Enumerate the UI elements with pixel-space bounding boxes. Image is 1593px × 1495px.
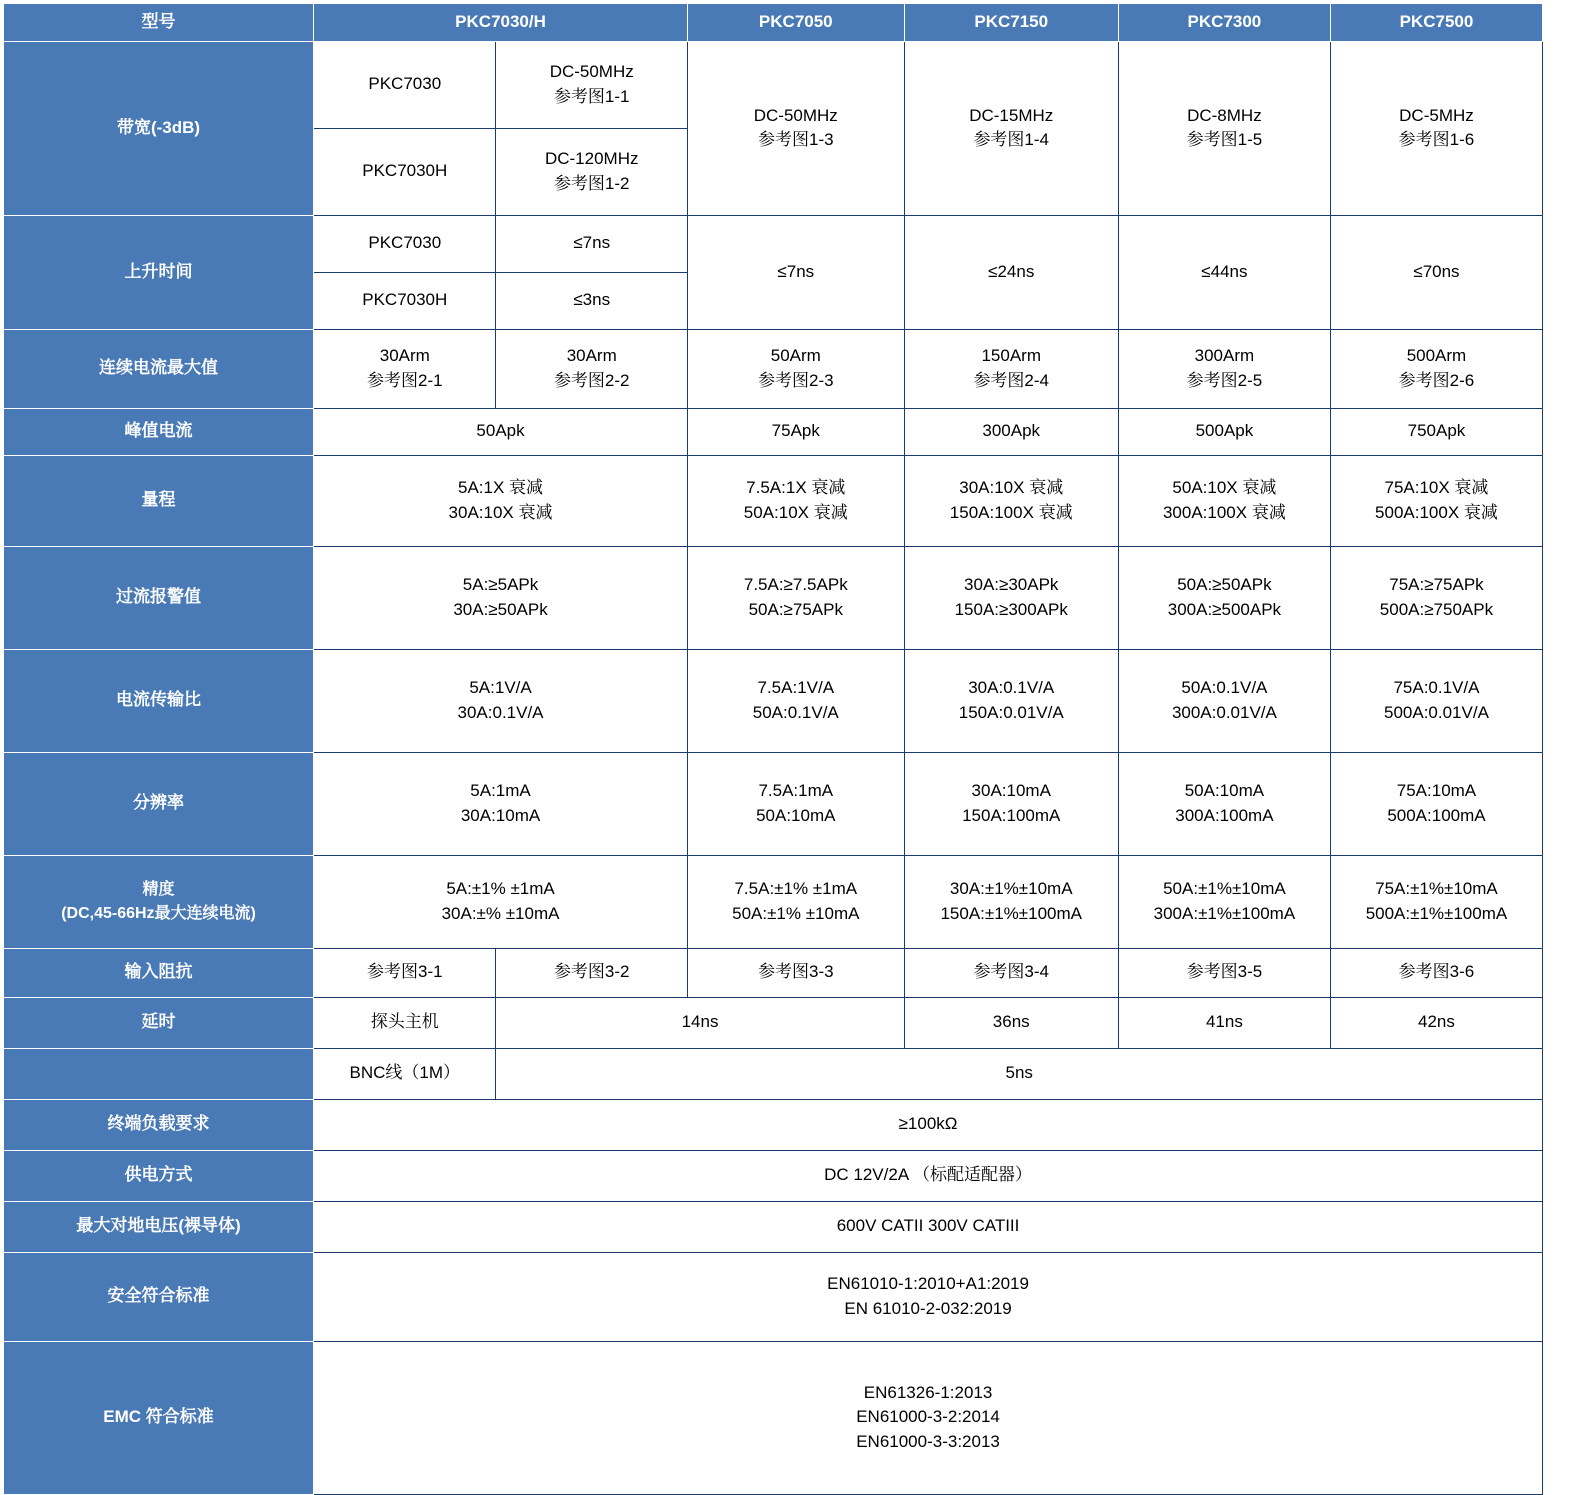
cell-range-pkc7150	[904, 455, 1118, 546]
row-label-max-voltage-to-earth: 最大对地电压(裸导体)	[4, 1201, 314, 1252]
row-label-safety-standard: 安全符合标准	[4, 1252, 314, 1341]
table-row	[4, 41, 1543, 128]
cell-bandwidth-sub-value-1	[496, 128, 688, 215]
row-label-peak-current: 峰值电流	[4, 408, 314, 455]
cell-text: EN61000-3-2:2014	[856, 1407, 1000, 1427]
cell-delay-pkc7500: 42ns	[1330, 997, 1542, 1048]
cell-delay-pkc7300: 41ns	[1118, 997, 1330, 1048]
cell-bandwidth-sub-name-1: PKC7030H	[314, 128, 496, 215]
cell-text: 参考图1-1	[553, 86, 630, 106]
cell-text: DC-120MHz	[544, 149, 639, 168]
cell-bandwidth-pkc7150	[904, 41, 1118, 215]
cell-power-supply-value: DC 12V/2A （标配适配器）	[314, 1150, 1543, 1201]
cell-alarm-pkc7030h	[314, 546, 688, 649]
cell-peakcurrent-pkc7050: 75Apk	[687, 408, 904, 455]
cell-text: 500A:100mA	[1387, 805, 1486, 825]
cell-text: 30A:0.1V/A	[457, 702, 544, 722]
cell-terminal-load-value: ≥100kΩ	[314, 1099, 1543, 1150]
cell-impedance-pkc7300: 参考图3-5	[1118, 948, 1330, 997]
cell-impedance-pkc7500: 参考图3-6	[1330, 948, 1542, 997]
cell-text: 参考图2-1	[366, 370, 443, 390]
table-row	[4, 1201, 1543, 1252]
cell-text: 50A:10X 衰减	[1172, 478, 1277, 497]
cell-risetime-pkc7150: ≤24ns	[904, 215, 1118, 329]
row-label-power-supply: 供电方式	[4, 1150, 314, 1201]
cell-delay-sub-name-bnc: BNC线（1M）	[314, 1048, 496, 1099]
cell-text: 5A:1V/A	[469, 678, 532, 697]
cell-peakcurrent-pkc7500: 750Apk	[1330, 408, 1542, 455]
cell-bandwidth-sub-value-0	[496, 41, 688, 128]
cell-risetime-pkc7050: ≤7ns	[687, 215, 904, 329]
cell-range-pkc7030h	[314, 455, 688, 546]
table-row	[4, 408, 1543, 455]
cell-text: 50A:≥75APk	[748, 599, 843, 619]
cell-text: 30A:10mA	[971, 781, 1051, 800]
cell-impedance-pkc7030: 参考图3-1	[314, 948, 496, 997]
row-label-emc-standard: EMC 符合标准	[4, 1341, 314, 1494]
cell-impedance-pkc7150: 参考图3-4	[904, 948, 1118, 997]
cell-text: 30A:10X 衰减	[448, 502, 553, 522]
cell-text: 75A:≥75APk	[1389, 575, 1484, 594]
cell-bandwidth-pkc7050	[687, 41, 904, 215]
cell-text: 300A:≥500APk	[1167, 599, 1282, 619]
cell-text: 75A:10mA	[1396, 781, 1477, 800]
table-row	[4, 948, 1543, 997]
cell-accuracy-pkc7150	[904, 855, 1118, 948]
column-header-pkc7050: PKC7050	[687, 4, 904, 42]
cell-risetime-sub-value-0: ≤7ns	[496, 215, 688, 272]
column-header-pkc7150: PKC7150	[904, 4, 1118, 42]
cell-text: 500A:0.01V/A	[1384, 702, 1489, 722]
cell-maxcurrent-pkc7300	[1118, 329, 1330, 408]
cell-text: 75A:±1%±10mA	[1375, 879, 1498, 898]
table-row	[4, 752, 1543, 855]
cell-risetime-pkc7300: ≤44ns	[1118, 215, 1330, 329]
cell-text: 参考图1-5	[1186, 130, 1263, 150]
cell-text: 75A:10X 衰减	[1384, 478, 1489, 497]
cell-emc-standard-value	[314, 1341, 1543, 1494]
cell-delay-pkc7150: 36ns	[904, 997, 1118, 1048]
table-row	[4, 649, 1543, 752]
cell-text: EN 61010-2-032:2019	[844, 1298, 1012, 1318]
cell-text: 5A:1mA	[470, 781, 531, 800]
cell-text: EN61000-3-3:2013	[856, 1431, 1000, 1451]
table-row	[4, 329, 1543, 408]
cell-max-voltage-value: 600V CATII 300V CATIII	[314, 1201, 1543, 1252]
cell-maxcurrent-pkc7030h	[496, 329, 688, 408]
row-label-resolution: 分辨率	[4, 752, 314, 855]
cell-resolution-pkc7030h	[314, 752, 688, 855]
cell-text: 150Arm	[981, 346, 1041, 365]
row-label-max-continuous-current: 连续电流最大值	[4, 329, 314, 408]
cell-text: 30A:10X 衰减	[959, 478, 1064, 497]
cell-text: 300A:100X 衰减	[1162, 502, 1286, 522]
cell-ratio-pkc7150	[904, 649, 1118, 752]
cell-text: 参考图1-4	[973, 130, 1050, 150]
cell-alarm-pkc7500	[1330, 546, 1542, 649]
column-header-model: 型号	[4, 4, 314, 42]
cell-ratio-pkc7300	[1118, 649, 1330, 752]
cell-text: DC-50MHz	[753, 105, 838, 125]
cell-text: 500A:100X 衰减	[1375, 502, 1498, 522]
cell-maxcurrent-pkc7050	[687, 329, 904, 408]
cell-text: 500Arm	[1406, 346, 1467, 365]
cell-bandwidth-sub-name-0: PKC7030	[314, 41, 496, 128]
cell-text: 150A:0.01V/A	[958, 702, 1064, 722]
cell-maxcurrent-pkc7500	[1330, 329, 1542, 408]
cell-text: 30A:≥50APk	[453, 599, 548, 619]
cell-text: DC-50MHz	[549, 62, 634, 81]
cell-range-pkc7300	[1118, 455, 1330, 546]
cell-text: 300A:0.01V/A	[1171, 702, 1277, 722]
cell-text: 5A:1X 衰减	[458, 478, 544, 497]
table-row	[4, 1341, 1543, 1494]
cell-maxcurrent-pkc7030	[314, 329, 496, 408]
cell-text: 7.5A:1V/A	[757, 678, 835, 697]
cell-text: 300Arm	[1194, 346, 1255, 365]
cell-risetime-sub-name-0: PKC7030	[314, 215, 496, 272]
specification-table	[3, 3, 1543, 1495]
cell-text: 50A:≥50APk	[1177, 575, 1272, 594]
cell-text: 50A:0.1V/A	[1181, 678, 1268, 697]
table-row	[4, 1048, 1543, 1099]
cell-impedance-pkc7030h: 参考图3-2	[496, 948, 688, 997]
cell-delay-pkc7030h-7050: 14ns	[496, 997, 904, 1048]
table-row	[4, 1252, 1543, 1341]
cell-text: 75A:0.1V/A	[1393, 678, 1480, 697]
table-row	[4, 1099, 1543, 1150]
cell-text: 50A:10X 衰减	[743, 502, 848, 522]
cell-text: DC-15MHz	[969, 105, 1054, 125]
cell-delay-bnc-value: 5ns	[496, 1048, 1543, 1099]
cell-accuracy-pkc7300	[1118, 855, 1330, 948]
cell-text: 300A:100mA	[1175, 805, 1274, 825]
row-label-range: 量程	[4, 455, 314, 546]
cell-text: 7.5A:1mA	[758, 781, 834, 800]
cell-risetime-sub-name-1: PKC7030H	[314, 272, 496, 329]
cell-text: 500A:≥750APk	[1379, 599, 1494, 619]
cell-text: 参考图2-4	[973, 370, 1050, 390]
cell-ratio-pkc7050	[687, 649, 904, 752]
cell-text: 150A:100X 衰减	[949, 502, 1073, 522]
table-row	[4, 997, 1543, 1048]
cell-text: 参考图2-5	[1186, 370, 1263, 390]
cell-text: 30A:±1%±10mA	[949, 879, 1073, 898]
cell-text: 5A:±1% ±1mA	[446, 879, 555, 898]
cell-accuracy-pkc7050	[687, 855, 904, 948]
cell-alarm-pkc7300	[1118, 546, 1330, 649]
cell-text: 30A:≥30APk	[964, 575, 1059, 594]
cell-text: 300A:±1%±100mA	[1153, 903, 1296, 923]
cell-text: 7.5A:≥7.5APk	[743, 575, 848, 594]
cell-resolution-pkc7150	[904, 752, 1118, 855]
cell-text: EN61010-1:2010+A1:2019	[827, 1274, 1029, 1293]
cell-text: 参考图1-3	[757, 130, 834, 150]
column-header-pkc7500: PKC7500	[1330, 4, 1542, 42]
cell-text: 参考图2-6	[1398, 370, 1475, 390]
cell-text: 30A:±% ±10mA	[441, 903, 560, 923]
row-label-rise-time: 上升时间	[4, 215, 314, 329]
cell-ratio-pkc7030h	[314, 649, 688, 752]
cell-delay-sub-name-probe: 探头主机	[314, 997, 496, 1048]
table-row	[4, 215, 1543, 272]
cell-ratio-pkc7500	[1330, 649, 1542, 752]
cell-text: 50A:±1%±10mA	[1163, 879, 1286, 898]
cell-accuracy-pkc7030h	[314, 855, 688, 948]
row-label-overcurrent-alarm: 过流报警值	[4, 546, 314, 649]
cell-text: 30Arm	[379, 346, 430, 365]
cell-text: 150A:±1%±100mA	[940, 903, 1082, 923]
table-header-row	[4, 4, 1543, 42]
cell-text: 7.5A:±1% ±1mA	[734, 879, 858, 898]
cell-text: 7.5A:1X 衰减	[746, 478, 846, 497]
cell-text: 50A:0.1V/A	[752, 702, 839, 722]
cell-bandwidth-pkc7500	[1330, 41, 1542, 215]
cell-accuracy-pkc7500	[1330, 855, 1542, 948]
cell-maxcurrent-pkc7150	[904, 329, 1118, 408]
table-row	[4, 455, 1543, 546]
cell-text: 50A:±1% ±10mA	[732, 903, 860, 923]
column-header-pkc7300: PKC7300	[1118, 4, 1330, 42]
table-row	[4, 546, 1543, 649]
table-row	[4, 855, 1543, 948]
cell-text: 50A:10mA	[1184, 781, 1265, 800]
cell-resolution-pkc7500	[1330, 752, 1542, 855]
cell-text: 500A:±1%±100mA	[1365, 903, 1508, 923]
cell-resolution-pkc7300	[1118, 752, 1330, 855]
cell-text: 150A:100mA	[962, 805, 1061, 825]
cell-text: DC-8MHz	[1187, 105, 1262, 125]
cell-safety-standard-value	[314, 1252, 1543, 1341]
cell-resolution-pkc7050	[687, 752, 904, 855]
row-label-terminal-load: 终端负载要求	[4, 1099, 314, 1150]
row-label-bandwidth: 带宽(-3dB)	[4, 41, 314, 215]
cell-text: 50Arm	[770, 346, 821, 365]
row-label-input-impedance: 输入阻抗	[4, 948, 314, 997]
cell-text: 参考图2-2	[553, 370, 630, 390]
cell-alarm-pkc7150	[904, 546, 1118, 649]
row-label-delay-continued	[4, 1048, 314, 1099]
row-label-transfer-ratio: 电流传输比	[4, 649, 314, 752]
row-label-text: (DC,45-66Hz最大连续电流)	[61, 904, 256, 922]
cell-range-pkc7050	[687, 455, 904, 546]
column-header-pkc7030h: PKC7030/H	[314, 4, 688, 42]
cell-peakcurrent-pkc7300: 500Apk	[1118, 408, 1330, 455]
cell-peakcurrent-pkc7150: 300Apk	[904, 408, 1118, 455]
cell-text: 参考图1-6	[1398, 130, 1475, 150]
cell-risetime-sub-value-1: ≤3ns	[496, 272, 688, 329]
cell-bandwidth-pkc7300	[1118, 41, 1330, 215]
cell-risetime-pkc7500: ≤70ns	[1330, 215, 1542, 329]
cell-text: 5A:≥5APk	[462, 575, 539, 594]
cell-text: 参考图2-3	[757, 370, 834, 390]
cell-range-pkc7500	[1330, 455, 1542, 546]
cell-text: 参考图1-2	[553, 173, 630, 193]
cell-text: DC-5MHz	[1399, 105, 1474, 125]
cell-text: 30A:0.1V/A	[968, 678, 1055, 697]
table-row	[4, 1150, 1543, 1201]
row-label-text: 精度	[142, 881, 175, 899]
row-label-accuracy	[4, 855, 314, 948]
cell-alarm-pkc7050	[687, 546, 904, 649]
cell-text: EN61326-1:2013	[863, 1382, 993, 1402]
cell-impedance-pkc7050: 参考图3-3	[687, 948, 904, 997]
row-label-delay: 延时	[4, 997, 314, 1048]
cell-text: 50A:10mA	[756, 805, 836, 825]
cell-peakcurrent-pkc7030h: 50Apk	[314, 408, 688, 455]
cell-text: 30A:10mA	[460, 805, 541, 825]
cell-text: 30Arm	[566, 346, 617, 365]
cell-text: 150A:≥300APk	[954, 599, 1068, 619]
